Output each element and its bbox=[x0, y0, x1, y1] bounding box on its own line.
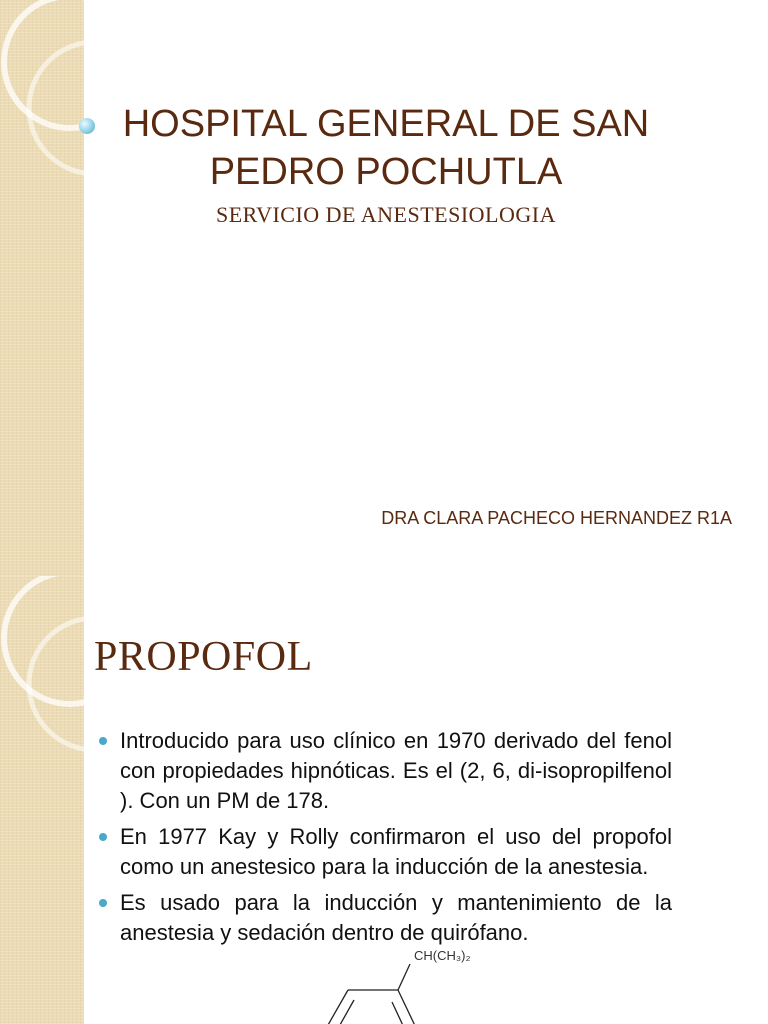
author-name: DRA CLARA PACHECO HERNANDEZ R1A bbox=[381, 508, 732, 528]
bullet-text: Es usado para la inducción y mantenimiento de la anestesia y sedación dentro de quirófano. bbox=[120, 890, 672, 945]
decorative-circles bbox=[0, 576, 84, 1024]
bullet-list bbox=[96, 726, 672, 954]
bullet-text: En 1977 Kay y Rolly confirmaron el uso del propofol como un anestesico para la inducción de la anestesia. bbox=[120, 824, 672, 879]
bullet-item bbox=[96, 822, 672, 882]
isopropyl-label: CH(CH₃)₂ bbox=[414, 948, 471, 963]
bullet-icon bbox=[99, 833, 107, 841]
decorative-side-band bbox=[0, 0, 84, 576]
title-bullet-icon bbox=[79, 118, 95, 134]
propofol-slide bbox=[0, 576, 768, 1024]
bullet-icon bbox=[99, 899, 107, 907]
bullet-icon bbox=[99, 737, 107, 745]
propofol-structure-image bbox=[300, 946, 520, 1024]
presentation-title: HOSPITAL GENERAL DE SAN PEDRO POCHUTLA bbox=[122, 103, 650, 193]
benzene-ring-icon bbox=[300, 946, 520, 1024]
bullet-item bbox=[96, 888, 672, 948]
slide-heading: PROPOFOL bbox=[94, 634, 313, 680]
decorative-circles bbox=[0, 0, 84, 576]
bullet-text: Introducido para uso clínico en 1970 derivado del fenol con propiedades hipnóticas. Es el (2, 6, di-isopropilfenol ). Con un PM de 178. bbox=[120, 728, 672, 813]
decorative-side-band bbox=[0, 576, 84, 1024]
presentation-subtitle: SERVICIO DE ANESTESIOLOGIA bbox=[215, 202, 556, 227]
bullet-item bbox=[96, 726, 672, 816]
